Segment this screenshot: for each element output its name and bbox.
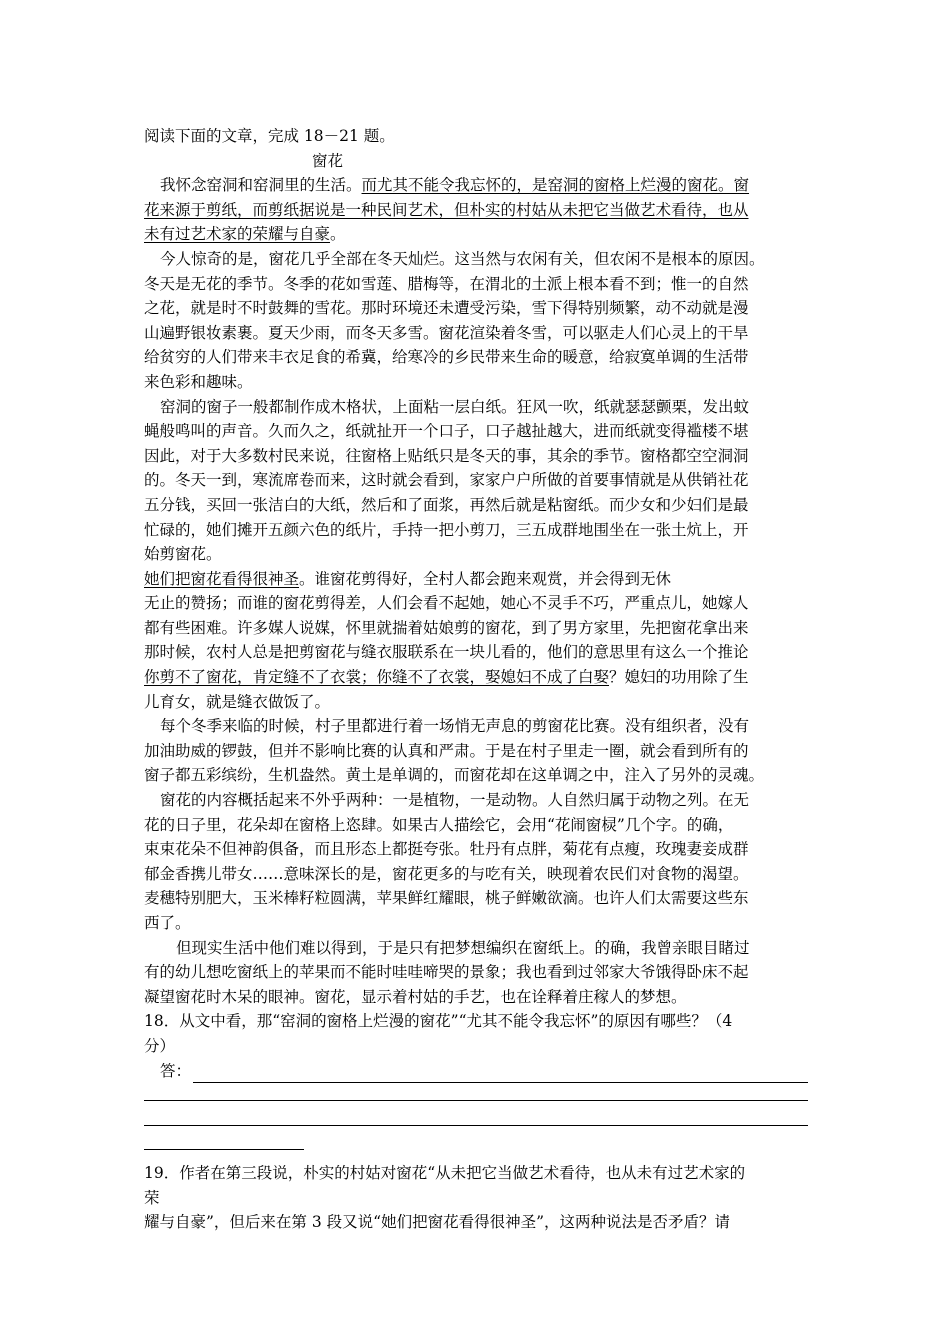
text-line: 加油助威的锣鼓，但并不影响比赛的认真和严肃。于是在村子里走一圈，就会看到所有的 [144,741,749,760]
text-span: ？媳妇的功用除了生 [609,668,749,687]
text-line: 之花，就是时不时鼓舞的雪花。那时环境还未遭受污染，雪下得特别频繁，动不动就是漫 [144,299,749,318]
paragraph-5 [144,788,808,936]
text-line: 忙碌的，她们摊开五颜六色的纸片，手持一把小剪刀，三五成群地围坐在一张土炕上，开 [144,520,749,539]
text-line: 来色彩和趣味。 [144,372,253,391]
text-line: 的。冬天一到，寒流席卷而来，这时就会看到，家家户户所做的首要事情就是从供销社花 [144,471,749,490]
paragraph-6 [144,936,808,1010]
text-line: 五分钱，买回一张洁白的大纸，然后和了面浆，再然后就是粘窗纸。而少女和少妇们是最 [144,495,749,514]
text-line: 窗花的内容概括起来不外乎两种：一是植物，一是动物。人自然归属于动物之列。在无 [160,791,750,810]
text-line: 窑洞的窗子一般都制作成木格状，上面粘一层白纸。狂风一吹，纸就瑟瑟颤栗，发出蚊 [160,397,750,416]
underlined-sentence: 未有过艺术家的荣耀与自豪 [144,225,331,244]
paragraph-1 [144,173,808,247]
instruction: 阅读下面的文章，完成 18－21 题。 [144,127,395,145]
question-text: 分） [144,1036,176,1055]
text-line: 给贫穷的人们带来丰衣足食的希冀，给寒冷的乡民带来生命的暖意，给寂寞单调的生活带 [144,348,749,367]
text-span: 我怀念窑洞和窑洞里的生活。 [160,176,362,195]
paragraph-2 [144,247,808,395]
text-line: 今人惊奇的是，窗花几乎全部在冬天灿烂。这当然与农闲有关，但农闲不是根本的原因。 [160,249,765,268]
text-line: 无止的赞扬；而谁的窗花剪得差，人们会看不起她，她心不灵手不巧，严重点儿，她嫁人 [144,594,749,613]
question-19 [144,1161,808,1235]
text-line: 儿育女，就是缝衣做饭了。 [144,692,331,711]
text-line: 但现实生活中他们难以得到，于是只有把梦想编织在窗纸上。的确，我曾亲眼目睹过 [176,938,750,957]
underlined-sentence: 她们把窗花看得很神圣 [144,569,300,588]
text-line: 凝望窗花时木呆的眼神。窗花，显示着村姑的手艺，也在诠释着庄稼人的梦想。 [144,987,687,1006]
question-text: 19．作者在第三段说，朴实的村姑对窗花“从未把它当做艺术看待，也从未有过艺术家的 [144,1163,746,1182]
answer-label: 答： [160,1061,192,1080]
text-line: 都有些困难。许多媒人说媒，怀里就揣着姑娘剪的窗花，到了男方家里，先把窗花拿出来 [144,618,749,637]
text-line: 花的日子里，花朵却在窗格上恣肆。如果古人描绘它，会用“花闹窗棂”几个字。的确， [144,815,734,834]
text-line: 山遍野银妆素裹。夏天少雨，而冬天多雪。窗花渲染着冬雪，可以驱走人们心灵上的干旱 [144,323,749,342]
underlined-sentence: 而尤其不能令我忘怀的，是窑洞的窗格上烂漫的窗花。窗 [361,176,750,195]
answer-line[interactable] [144,1083,808,1101]
text-line: 麦穗特别肥大，玉米棒籽粒圆满，苹果鲜红耀眼，桃子鲜嫩欲滴。也许人们太需要这些东 [144,889,749,908]
text-line: 每个冬季来临的时候，村子里都进行着一场悄无声息的剪窗花比赛。没有组织者，没有 [160,717,750,736]
question-text: 耀与自豪”，但后来在第 3 段又说“她们把窗花看得很神圣”，这两种说法是否矛盾？请 [144,1213,730,1232]
text-line: 那时候，农村人总是把剪窗花与缝衣服联系在一块儿看的，他们的意思里有这么一个推论 [144,643,749,662]
question-18 [144,1009,808,1157]
text-line: 窗子都五彩缤纷，生机盎然。黄土是单调的，而窗花却在这单调之中，注入了另外的灵魂。 [144,766,765,785]
text-line: 郁金香携儿带女……意味深长的是，窗花更多的与吃有关，映现着农民们对食物的渴望。 [144,864,749,883]
question-text: 荣 [144,1188,160,1207]
text-line: 蝇般鸣叫的声音。久而久之，纸就扯开一个口子，口子越扯越大，进而纸就变得褴楼不堪 [144,422,749,441]
document-page [144,124,808,1235]
text-line: 冬天是无花的季节。冬季的花如雪莲、腊梅等，在渭北的土派上根本看不到；惟一的自然 [144,274,749,293]
answer-line[interactable] [144,1108,808,1126]
paragraph-4 [144,714,808,788]
text-line: 束束花朵不但神韵俱备，而且形态上都挺夸张。牡丹有点胖，菊花有点瘦，玫瑰妻妾成群 [144,840,749,859]
text-line: 始剪窗花。 [144,545,222,564]
paragraph-3 [144,395,808,715]
text-span: 。 [330,225,346,244]
underlined-sentence: 花来源于剪纸，而剪纸据说是一种民间艺术，但朴实的村姑从未把它当做艺术看待，也从 [144,200,749,219]
text-line: 西了。 [144,914,191,932]
text-line: 因此，对于大多数村民来说，往窗格上贴纸只是冬天的事，其余的季节。窗格都空空洞洞 [144,446,749,465]
question-text: 18．从文中看，那“窑洞的窗格上烂漫的窗花”“尤其不能令我忘怀”的原因有哪些？（4 [144,1012,733,1031]
text-line: 有的幼儿想吃窗纸上的苹果而不能时哇哇啼哭的景象；我也看到过邻家大爷饿得卧床不起 [144,963,749,982]
text-span: 。谁窗花剪得好，全村人都会跑来观赏，并会得到无休 [299,569,672,588]
article-title: 窗花 [312,151,344,170]
answer-line[interactable] [193,1065,808,1083]
answer-line[interactable] [144,1132,304,1150]
answer-area[interactable] [144,1059,808,1084]
underlined-sentence: 你剪不了窗花，肯定缝不了衣裳；你缝不了衣裳，娶媳妇不成了白娶 [144,668,610,687]
